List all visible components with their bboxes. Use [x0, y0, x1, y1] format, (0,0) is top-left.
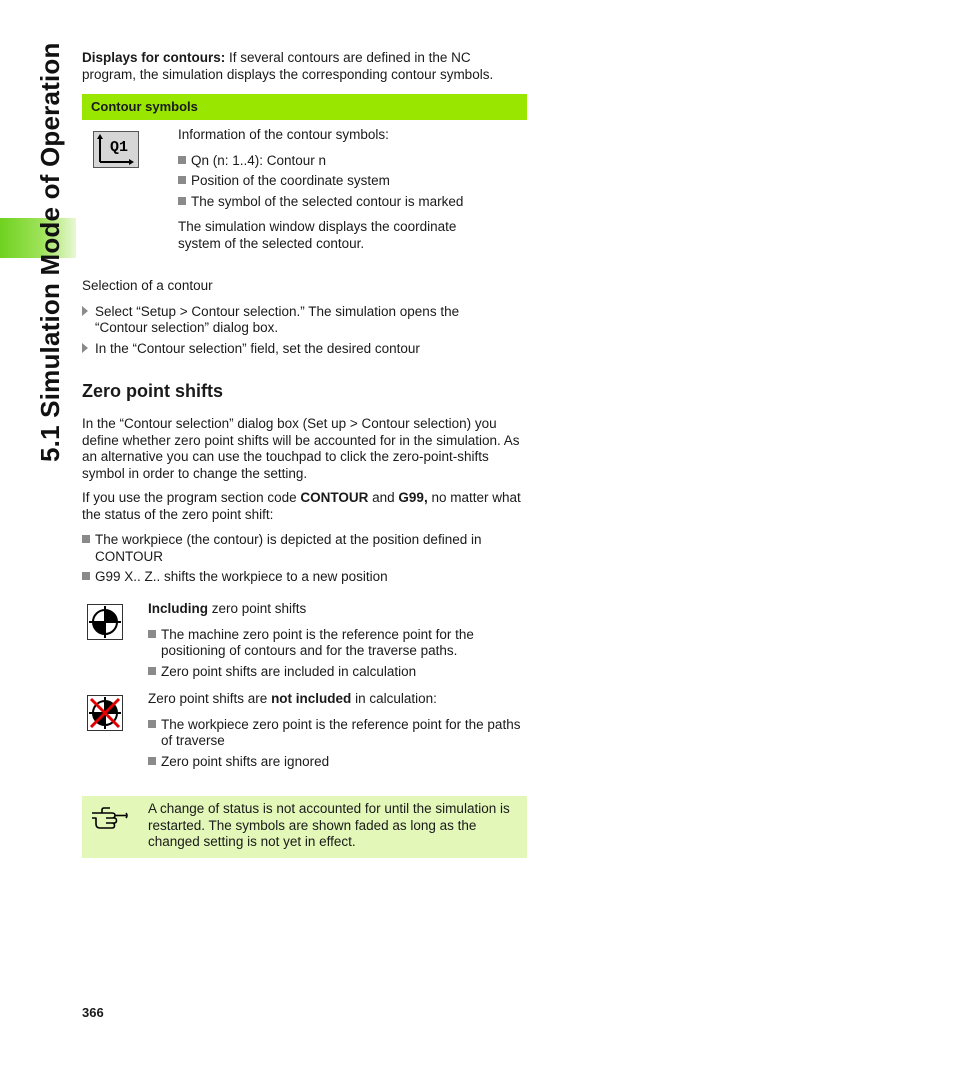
square-bullet-icon — [178, 156, 186, 164]
including-block — [148, 601, 528, 680]
side-tab — [0, 0, 76, 470]
step-item: Select “Setup > Contour selection.” The simulation opens the “Contour selection” dialog box. — [82, 304, 515, 337]
intro-paragraph — [82, 50, 528, 83]
including-title: Including zero point shifts — [148, 601, 307, 616]
square-bullet-icon — [178, 176, 186, 184]
section-heading: Zero point shifts — [82, 381, 223, 401]
selection-title: Selection of a contour — [82, 278, 213, 293]
intro-bold: Displays for contours: — [82, 50, 226, 65]
q1-label: Q1 — [110, 139, 129, 156]
square-bullet-icon — [178, 197, 186, 205]
zero-point-paragraph-2: If you use the program section code CONTOUR and G99, no matter what the status of the zero point shift: — [82, 490, 521, 522]
list-item: The workpiece zero point is the reference point for the paths of traverse — [148, 717, 521, 750]
zero-point-shift-icon — [87, 604, 123, 640]
square-bullet-icon — [82, 535, 90, 543]
list-item: Qn (n: 1..4): Contour n — [178, 153, 528, 170]
contour-q1-icon — [93, 131, 139, 168]
square-bullet-icon — [82, 572, 90, 580]
list-item: Zero point shifts are included in calculation — [148, 664, 528, 681]
zero-point-paragraph-1: In the “Contour selection” dialog box (Set up > Contour selection) you define whether zero point shifts will be accounted for in the simulation. As an alternative you can use the touchpad to click the zero-point-shifts symbol in order to change the setting. — [82, 416, 520, 481]
square-bullet-icon — [148, 630, 156, 638]
page-number: 366 — [82, 1005, 104, 1020]
note-text: A change of status is not accounted for until the simulation is restarted. The symbols are shown faded as long as the changed setting is not yet in effect. — [148, 801, 510, 849]
zero-point-list — [82, 532, 528, 586]
square-bullet-icon — [148, 757, 156, 765]
contour-info — [178, 127, 528, 252]
list-item: The machine zero point is the reference point for the positioning of contours and for the traverse paths. — [148, 627, 521, 660]
contour-symbols-header — [82, 94, 527, 120]
contour-symbols-title: Contour symbols — [91, 99, 198, 114]
contour-info-note: The simulation window displays the coordinate system of the selected contour. — [178, 219, 457, 251]
step-item: In the “Contour selection” field, set the desired contour — [82, 341, 528, 358]
list-item: Position of the coordinate system — [178, 173, 528, 190]
not-included-title: Zero point shifts are not included in calculation: — [148, 691, 437, 706]
square-bullet-icon — [148, 720, 156, 728]
list-item: The workpiece (the contour) is depicted at the position defined in CONTOUR — [82, 532, 535, 565]
list-item: The symbol of the selected contour is marked — [178, 194, 528, 211]
pointing-hand-icon — [90, 804, 128, 832]
chapter-title: 5.1 Simulation Mode of Operation — [35, 42, 65, 462]
intro-text: If several contours are defined in the NC program, the simulation displays the corresponding contour symbols. — [82, 50, 494, 82]
zero-point-shift-off-icon — [87, 695, 123, 731]
list-item: Zero point shifts are ignored — [148, 754, 528, 771]
square-bullet-icon — [148, 667, 156, 675]
list-item: G99 X.. Z.. shifts the workpiece to a new position — [82, 569, 528, 586]
selection-section — [82, 278, 528, 357]
contour-info-title: Information of the contour symbols: — [178, 127, 389, 142]
not-included-block — [148, 691, 528, 770]
arrow-bullet-icon — [82, 343, 88, 353]
arrow-bullet-icon — [82, 306, 88, 316]
